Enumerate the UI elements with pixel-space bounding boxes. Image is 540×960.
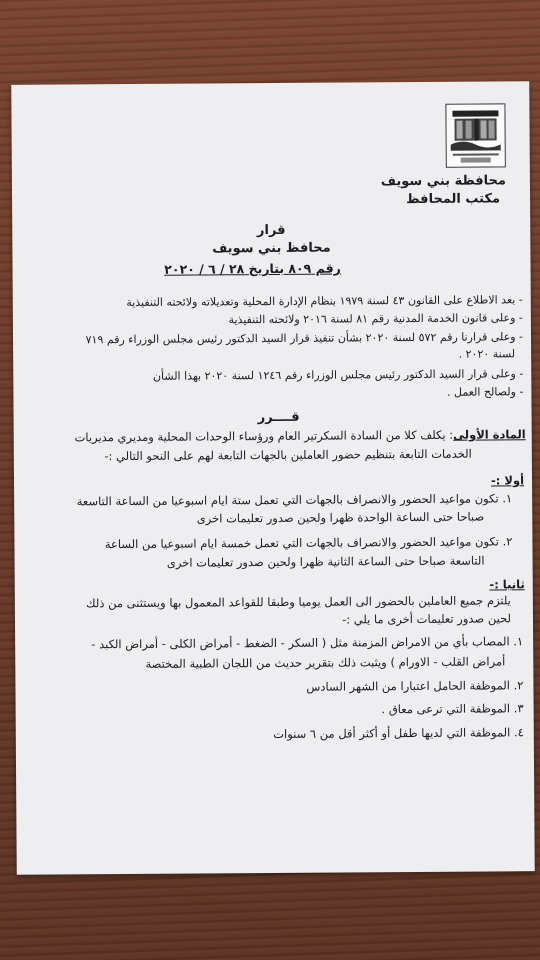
governorate-logo — [445, 103, 505, 167]
decision-number: رقم ٨٠٩ بتاريخ ٢٨ / ٦ / ٢٠٢٠ — [164, 260, 341, 277]
second-intro: يلتزم جميع العاملين بالحضور الى العمل يوميا وطبقا للقواعد المعمول بها ويستثنى من ذلك — [86, 593, 511, 611]
governorate-name: محافظة بني سويف — [380, 173, 506, 190]
first-item-2: ٢. تكون مواعيد الحضور والانصراف بالجهات التي تعمل خمسة ايام اسبوعيا من الساعة — [104, 534, 513, 552]
article-1 — [75, 427, 526, 444]
section-first-label: أولا :- — [490, 473, 525, 488]
governorate-emblem-icon — [446, 104, 504, 166]
document-page — [11, 81, 535, 875]
second-intro-line-2: لحين صدور تعليمات أخرى ما يلي :- — [342, 611, 512, 627]
second-item-4: ٤. الموظفة التي لديها طفل أو أكثر أقل من ٦ سنوات — [273, 725, 524, 742]
article-1-text: : يكلف كلا من السادة السكرتير العام ورؤساء الوحدات المحلية ومديري مديريات — [74, 427, 454, 445]
preamble-line: - وعلى قرارنا رقم ٥٧٢ لسنة ٢٠٢٠ بشأن تنفيذ قرار السيد الدكتور رئيس مجلس الوزراء رقم ٧١٩ — [85, 330, 524, 347]
section-second-label: ثانيا :- — [489, 577, 525, 592]
first-item-2-line-2: التاسعة صباحا حتى الساعة الثانية ظهرا ولحين صدور تعليمات اخرى — [166, 553, 485, 570]
preamble-line: - ولصالح العمل . — [446, 385, 524, 399]
second-item-1: ١. المصاب بأي من الامراض المزمنة مثل ( السكر - الضغط - أمراض الكلى - أمراض الكبد - — [91, 634, 524, 652]
second-item-1-line-2: أمراض القلب - الاورام ) ويثبت ذلك بتقرير حديث من اللجان الطبية المختصة — [145, 654, 506, 671]
decision-title: قرار — [256, 222, 286, 239]
governor-title: محافظ بني سويف — [212, 240, 331, 257]
first-item-1: ١. تكون مواعيد الحضور والانصراف بالجهات التي تعمل ستة ايام اسبوعيا من الساعة التاسعة — [76, 491, 513, 509]
preamble-line: - وعلى قانون الخدمة المدنية رقم ٨١ لسنة ٢٠١٦ ولائحته التنفيذية — [228, 311, 523, 327]
first-item-1-line-2: صباحا حتى الساعة الواحدة ظهرا ولحين صدور تعليمات اخرى — [196, 509, 485, 526]
preamble-line: - بعد الاطلاع على القانون ٤٣ لسنة ١٩٧٩ بنظام الإدارة المحلية وتعديلاته ولائحته التنفيذية — [126, 293, 523, 310]
second-item-2: ٢. الموظفة الحامل اعتبارا من الشهر السادس — [306, 678, 524, 694]
second-item-3: ٣. الموظفة التي ترعى معاق . — [381, 701, 524, 717]
preamble-line: - وعلى قرار السيد الدكتور رئيس مجلس الوزراء رقم ١٢٤٦ لسنة ٢٠٢٠ بهذا الشأن — [152, 367, 524, 383]
preamble-line: لسنة ٢٠٢٠ . — [458, 347, 516, 361]
article-1-label: المادة الأولى — [453, 427, 526, 442]
decides-heading: قــــرر — [257, 409, 300, 426]
office-name: مكتب المحافظ — [406, 191, 501, 208]
article-1-line-2: الخدمات التابعة بتنظيم حضور العاملين بالجهات التابعة لهم على النحو التالي :- — [104, 446, 472, 464]
